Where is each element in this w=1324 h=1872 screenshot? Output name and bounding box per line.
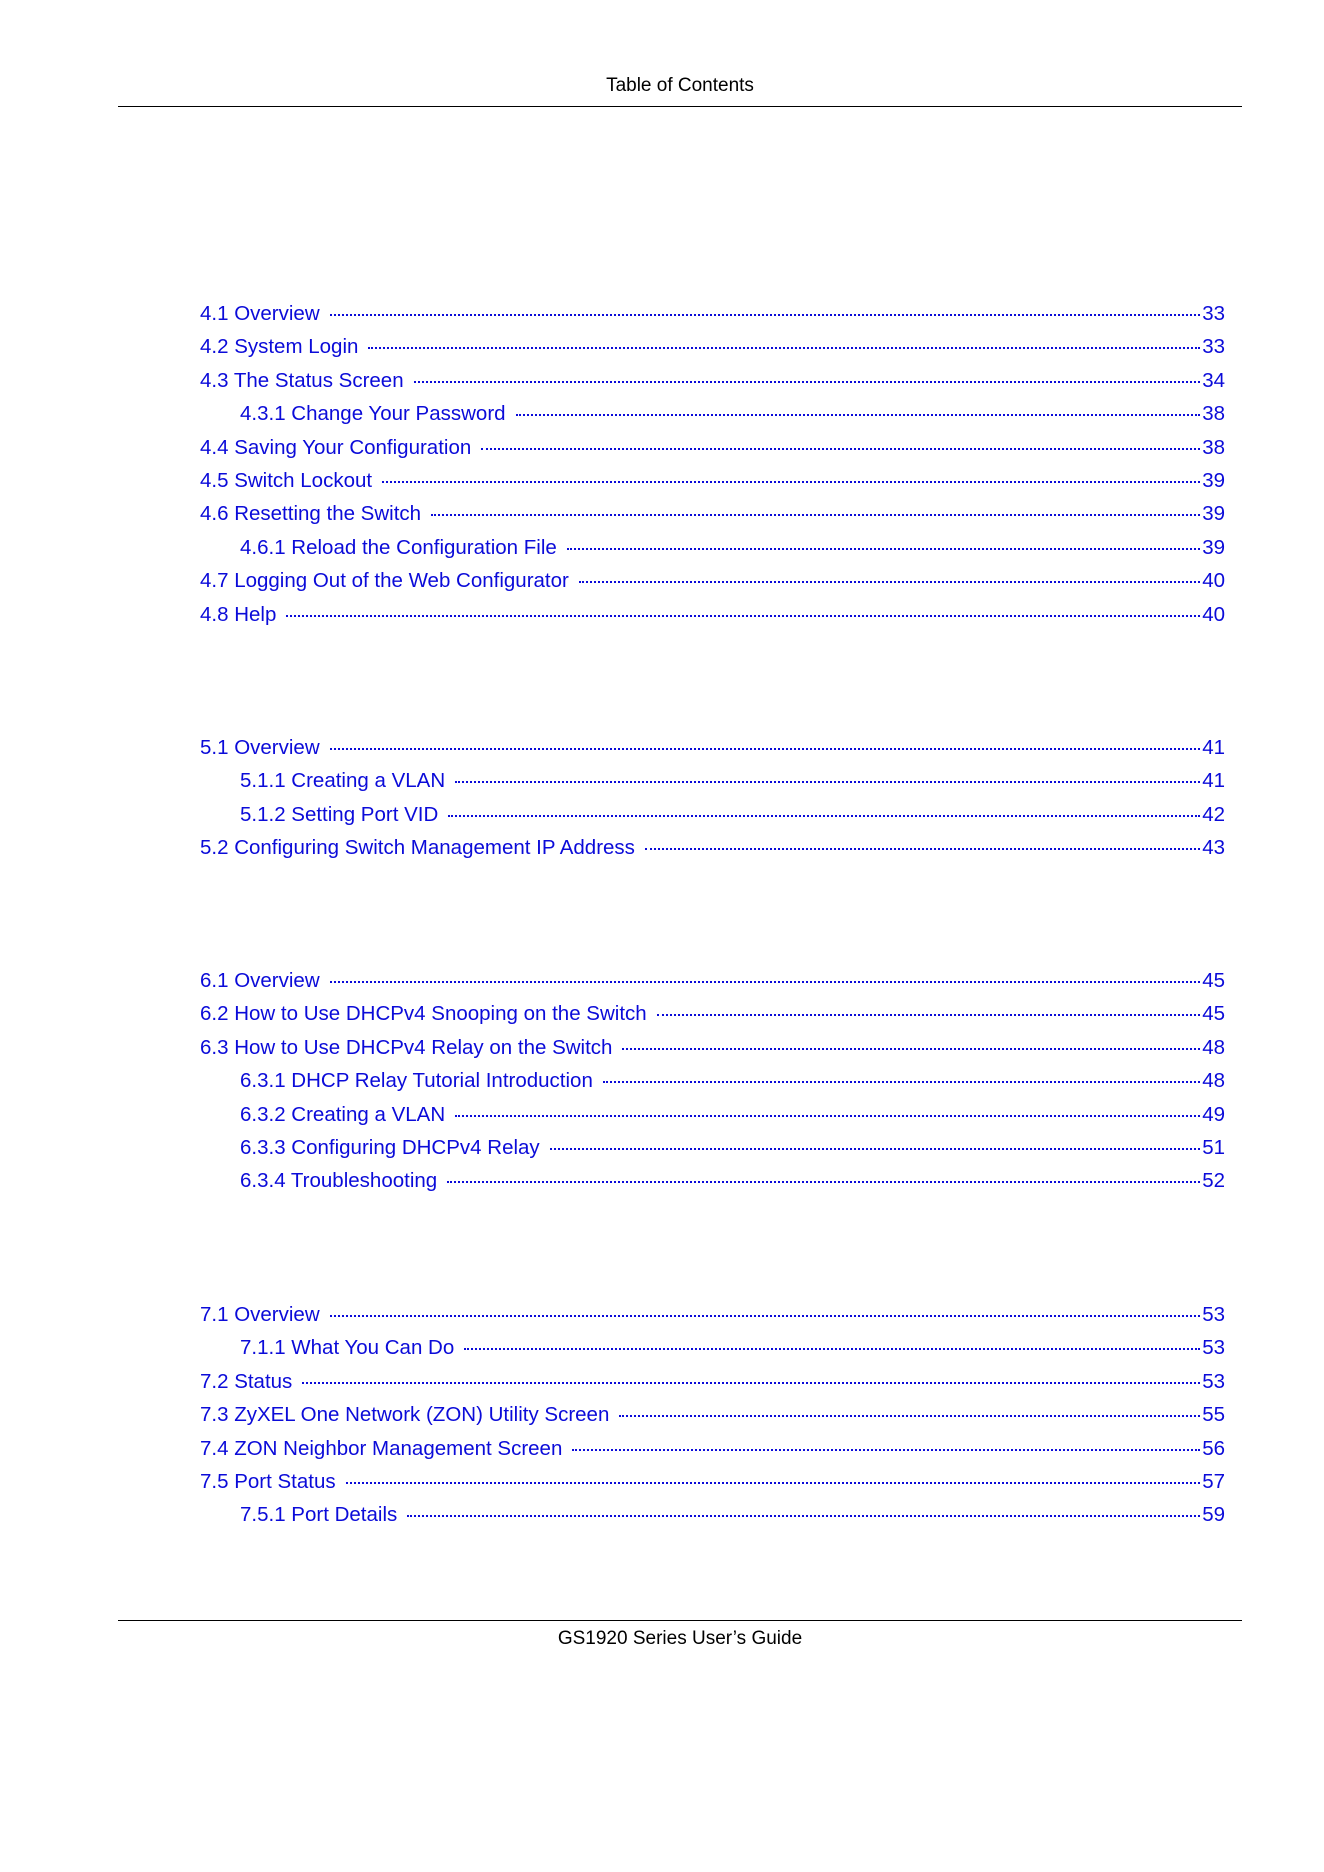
- toc-entry-title: 7.1 Overview: [200, 1303, 320, 1326]
- toc-entry-page-number: 57: [1202, 1469, 1225, 1493]
- toc-dot-leader: [330, 747, 1201, 750]
- toc-dot-leader: [330, 980, 1201, 983]
- toc-entry-link[interactable]: [200, 769, 1225, 802]
- toc-entry-link[interactable]: [200, 1470, 1225, 1503]
- toc-dot-leader: [645, 847, 1200, 850]
- toc-entry-link[interactable]: [200, 1303, 1225, 1336]
- toc-dot-leader: [346, 1481, 1201, 1484]
- toc-entry-page-number: 39: [1202, 535, 1225, 559]
- page-footer: [118, 1620, 1242, 1651]
- toc-section-chapter-5: [200, 736, 1225, 870]
- toc-entry-link[interactable]: [200, 536, 1225, 569]
- toc-entry-link[interactable]: [200, 436, 1225, 469]
- toc-entry-title: 7.3 ZyXEL One Network (ZON) Utility Screen: [200, 1403, 610, 1427]
- toc-entry-title: 6.3.4 Troubleshooting: [240, 1169, 438, 1193]
- toc-entry-link[interactable]: [200, 603, 1225, 636]
- toc-section-chapter-7: [200, 1303, 1225, 1537]
- toc-dot-leader: [516, 413, 1201, 416]
- toc-entry-page-number: 33: [1202, 302, 1225, 325]
- toc-entry-title: 4.3.1 Change Your Password: [240, 402, 506, 426]
- toc-entry-title: 5.1 Overview: [200, 736, 320, 759]
- toc-dot-leader: [550, 1147, 1201, 1150]
- toc-entry-link[interactable]: [200, 402, 1225, 435]
- toc-entry-link[interactable]: [200, 1036, 1225, 1069]
- toc-entry-link[interactable]: [200, 1136, 1225, 1169]
- toc-dot-leader: [448, 814, 1200, 817]
- toc-entry-page-number: 59: [1202, 1503, 1225, 1527]
- toc-dot-leader: [368, 346, 1200, 349]
- toc-entry-page-number: 40: [1202, 602, 1225, 626]
- toc-entry-title: 4.8 Help: [200, 602, 277, 626]
- toc-entry-page-number: 53: [1202, 1336, 1225, 1360]
- toc-dot-leader: [431, 513, 1200, 516]
- toc-dot-leader: [382, 480, 1200, 483]
- toc-entry-link[interactable]: [200, 1336, 1225, 1369]
- toc-entry-link[interactable]: [200, 1169, 1225, 1202]
- toc-entry-link[interactable]: [200, 569, 1225, 602]
- toc-entry-page-number: 34: [1202, 368, 1225, 392]
- toc-entry-title: 6.3 How to Use DHCPv4 Relay on the Switch: [200, 1035, 613, 1059]
- toc-entry-title: 7.5.1 Port Details: [240, 1503, 398, 1527]
- toc-entry-title: 6.2 How to Use DHCPv4 Snooping on the Switch: [200, 1002, 647, 1026]
- toc-dot-leader: [481, 447, 1200, 450]
- toc-entry-title: 4.7 Logging Out of the Web Configurator: [200, 569, 569, 593]
- toc-dot-leader: [414, 380, 1201, 383]
- toc-entry-title: 4.5 Switch Lockout: [200, 468, 373, 492]
- toc-entry-page-number: 42: [1202, 802, 1225, 826]
- toc-entry-page-number: 39: [1202, 502, 1225, 526]
- toc-entry-title: 7.1.1 What You Can Do: [240, 1336, 455, 1360]
- toc-entry-title: 4.4 Saving Your Configuration: [200, 435, 472, 459]
- toc-dot-leader: [464, 1347, 1200, 1350]
- toc-entry-link[interactable]: [200, 335, 1225, 368]
- toc-dot-leader: [657, 1013, 1201, 1016]
- toc-entry-page-number: 48: [1202, 1035, 1225, 1059]
- toc-entry-page-number: 41: [1202, 736, 1225, 759]
- toc-entry-link[interactable]: [200, 1403, 1225, 1436]
- toc-entry-page-number: 49: [1202, 1102, 1225, 1126]
- toc-entry-title: 4.6.1 Reload the Configuration File: [240, 535, 557, 559]
- toc-entry-title: 5.1.2 Setting Port VID: [240, 802, 439, 826]
- toc-section-chapter-4: [200, 302, 1225, 636]
- toc-entry-link[interactable]: [200, 502, 1225, 535]
- toc-entry-page-number: 41: [1202, 769, 1225, 793]
- toc-entry-page-number: 53: [1202, 1303, 1225, 1326]
- toc-dot-leader: [619, 1414, 1200, 1417]
- toc-entry-page-number: 38: [1202, 402, 1225, 426]
- page-header-title: Table of Contents: [606, 75, 754, 96]
- toc-dot-leader: [447, 1180, 1200, 1183]
- toc-entry-title: 7.2 Status: [200, 1369, 293, 1393]
- toc-entry-page-number: 52: [1202, 1169, 1225, 1193]
- toc-dot-leader: [302, 1381, 1200, 1384]
- toc-entry-page-number: 48: [1202, 1069, 1225, 1093]
- toc-entry-page-number: 39: [1202, 468, 1225, 492]
- toc-entry-page-number: 38: [1202, 435, 1225, 459]
- page-footer-title: GS1920 Series User’s Guide: [557, 1628, 803, 1649]
- toc-entry-link[interactable]: [200, 1103, 1225, 1136]
- toc-entry-title: 6.3.1 DHCP Relay Tutorial Introduction: [240, 1069, 593, 1093]
- toc-entry-page-number: 43: [1202, 836, 1225, 860]
- toc-entry-link[interactable]: [200, 1370, 1225, 1403]
- toc-dot-leader: [330, 1314, 1201, 1317]
- toc-entry-link[interactable]: [200, 969, 1225, 1002]
- page-header: [118, 74, 1242, 107]
- toc-entry-page-number: 33: [1202, 335, 1225, 359]
- toc-entry-title: 4.2 System Login: [200, 335, 359, 359]
- toc-section-chapter-6: [200, 969, 1225, 1203]
- toc-dot-leader: [603, 1080, 1200, 1083]
- toc-entry-link[interactable]: [200, 302, 1225, 335]
- toc-entry-page-number: 53: [1202, 1369, 1225, 1393]
- toc-entry-page-number: 40: [1202, 569, 1225, 593]
- toc-entry-page-number: 45: [1202, 969, 1225, 992]
- toc-entry-title: 4.6 Resetting the Switch: [200, 502, 422, 526]
- toc-entry-title: 6.1 Overview: [200, 969, 320, 992]
- toc-entry-link[interactable]: [200, 369, 1225, 402]
- toc-entry-link[interactable]: [200, 1069, 1225, 1102]
- toc-entry-title: 6.3.3 Configuring DHCPv4 Relay: [240, 1135, 540, 1159]
- toc-entry-page-number: 51: [1202, 1135, 1225, 1159]
- toc-entry-link[interactable]: [200, 1503, 1225, 1536]
- toc-entry-title: 7.5 Port Status: [200, 1469, 336, 1493]
- toc-entry-title: 4.1 Overview: [200, 302, 320, 325]
- toc-entry-link[interactable]: [200, 1437, 1225, 1470]
- toc-entry-link[interactable]: [200, 1002, 1225, 1035]
- toc-entry-link[interactable]: [200, 836, 1225, 869]
- toc-entry-link[interactable]: [200, 803, 1225, 836]
- toc-entry-page-number: 56: [1202, 1436, 1225, 1460]
- toc-entry-title: 7.4 ZON Neighbor Management Screen: [200, 1436, 563, 1460]
- toc-dot-leader: [622, 1047, 1200, 1050]
- toc-dot-leader: [572, 1448, 1200, 1451]
- toc-dot-leader: [579, 580, 1200, 583]
- toc-entry-title: 5.1.1 Creating a VLAN: [240, 769, 446, 793]
- toc-entry-page-number: 45: [1202, 1002, 1225, 1026]
- toc-entry-link[interactable]: [200, 469, 1225, 502]
- toc-entry-page-number: 55: [1202, 1403, 1225, 1427]
- toc-entry-title: 5.2 Configuring Switch Management IP Address: [200, 836, 635, 860]
- toc-entry-title: 4.3 The Status Screen: [200, 368, 404, 392]
- toc-dot-leader: [455, 1114, 1200, 1117]
- toc-entry-link[interactable]: [200, 736, 1225, 769]
- toc-dot-leader: [567, 547, 1200, 550]
- toc-entry-title: 6.3.2 Creating a VLAN: [240, 1102, 446, 1126]
- toc-dot-leader: [407, 1514, 1200, 1517]
- toc-dot-leader: [330, 313, 1201, 316]
- toc-dot-leader: [455, 780, 1200, 783]
- toc-dot-leader: [286, 614, 1200, 617]
